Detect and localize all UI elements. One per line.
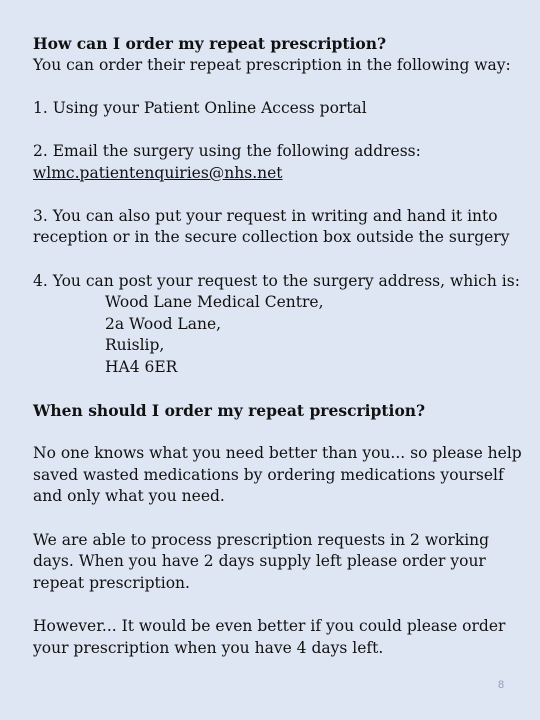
address-line: Ruislip,	[105, 336, 165, 355]
paragraph-line: your prescription when you have 4 days left.	[33, 638, 384, 657]
option-post: 4. You can post your request to the surgery address, which is:	[33, 271, 520, 290]
option-in-writing-line-1: 3. You can also put your request in writing and hand it into	[33, 206, 498, 225]
page-number: 8	[498, 679, 505, 691]
address-line: Wood Lane Medical Centre,	[105, 293, 324, 312]
paragraph-line: and only what you need.	[33, 487, 225, 506]
option-email: 2. Email the surgery using the following address:	[33, 141, 421, 160]
address-line: HA4 6ER	[105, 357, 178, 376]
address-line: 2a Wood Lane,	[105, 314, 222, 333]
paragraph-line: However... It would be even better if you could please order	[33, 617, 506, 636]
email-link[interactable]: wlmc.patientenquiries@nhs.net	[33, 163, 283, 182]
paragraph-line: We are able to process prescription requests in 2 working	[33, 530, 490, 549]
paragraph-line: repeat prescription.	[33, 573, 190, 592]
paragraph-line: saved wasted medications by ordering medications yourself	[33, 465, 504, 484]
option-in-writing-line-2: reception or in the secure collection box outside the surgery	[33, 228, 510, 247]
intro-text: You can order their repeat prescription in the following way:	[33, 55, 511, 74]
option-online-portal: 1. Using your Patient Online Access portal	[33, 98, 367, 117]
paragraph-line: No one knows what you need better than you... so please help	[33, 444, 522, 463]
document-body	[33, 33, 522, 659]
paragraph-line: days. When you have 2 days supply left please order your	[33, 552, 486, 571]
heading-when-to-order: When should I order my repeat prescription?	[33, 401, 426, 421]
heading-how-to-order: How can I order my repeat prescription?	[33, 34, 387, 53]
